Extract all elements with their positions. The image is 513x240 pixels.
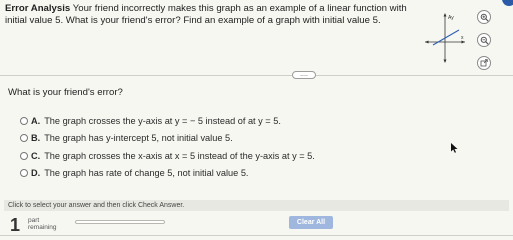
- choice-b-text: The graph has y-intercept 5, not initial value 5.: [44, 133, 233, 144]
- graph-thumbnail[interactable]: [424, 12, 466, 64]
- external-link-icon[interactable]: [477, 56, 491, 70]
- zoom-out-icon[interactable]: [477, 33, 491, 47]
- choice-a-text: The graph crosses the y-axis at y = − 5 instead of at y = 5.: [44, 115, 281, 126]
- radio-a[interactable]: [20, 117, 28, 125]
- graph-line: [433, 30, 459, 45]
- choice-c[interactable]: [20, 147, 440, 165]
- corner-badge: [502, 0, 513, 6]
- problem-lead: Error Analysis: [5, 3, 71, 14]
- mouse-cursor-icon: [451, 143, 458, 155]
- choice-a[interactable]: [20, 112, 440, 130]
- answer-choices: [20, 112, 440, 182]
- radio-c[interactable]: [20, 152, 28, 160]
- problem-statement: [5, 3, 415, 27]
- choice-d[interactable]: [20, 165, 440, 183]
- choice-b-letter: B.: [31, 133, 41, 144]
- bottom-divider: [0, 235, 513, 236]
- instruction-bar: Click to select your answer and then click Check Answer.: [4, 200, 509, 211]
- progress-bar: [75, 220, 165, 224]
- zoom-in-icon[interactable]: [477, 10, 491, 24]
- choice-c-letter: C.: [31, 150, 41, 161]
- choice-d-text: The graph has rate of change 5, not initial value 5.: [44, 168, 249, 179]
- section-divider: [0, 75, 513, 76]
- parts-remaining-count: 1: [10, 215, 21, 235]
- graph-y-axis-label: Ay: [448, 15, 454, 21]
- choice-a-letter: A.: [31, 115, 41, 126]
- radio-b[interactable]: [20, 134, 28, 142]
- expand-toggle[interactable]: ....: [292, 71, 316, 79]
- footer: [0, 212, 513, 237]
- parts-label-line2: remaining: [28, 224, 57, 231]
- parts-label-line1: part: [28, 217, 40, 224]
- clear-all-button[interactable]: Clear All: [289, 216, 333, 229]
- graph-x-axis-label: x: [461, 35, 464, 41]
- graph-tools: [477, 10, 493, 79]
- parts-remaining-label: [28, 217, 57, 231]
- problem-text: Your friend incorrectly makes this graph as an example of a linear function with initial value 5. What is your friend's error? Find an example of a graph with initial value 5.: [5, 3, 407, 26]
- choice-b[interactable]: [20, 130, 440, 148]
- choice-d-letter: D.: [31, 168, 41, 179]
- question-prompt: What is your friend's error?: [8, 87, 123, 98]
- radio-d[interactable]: [20, 169, 28, 177]
- choice-c-text: The graph crosses the x-axis at x = 5 instead of the y-axis at y = 5.: [44, 150, 315, 161]
